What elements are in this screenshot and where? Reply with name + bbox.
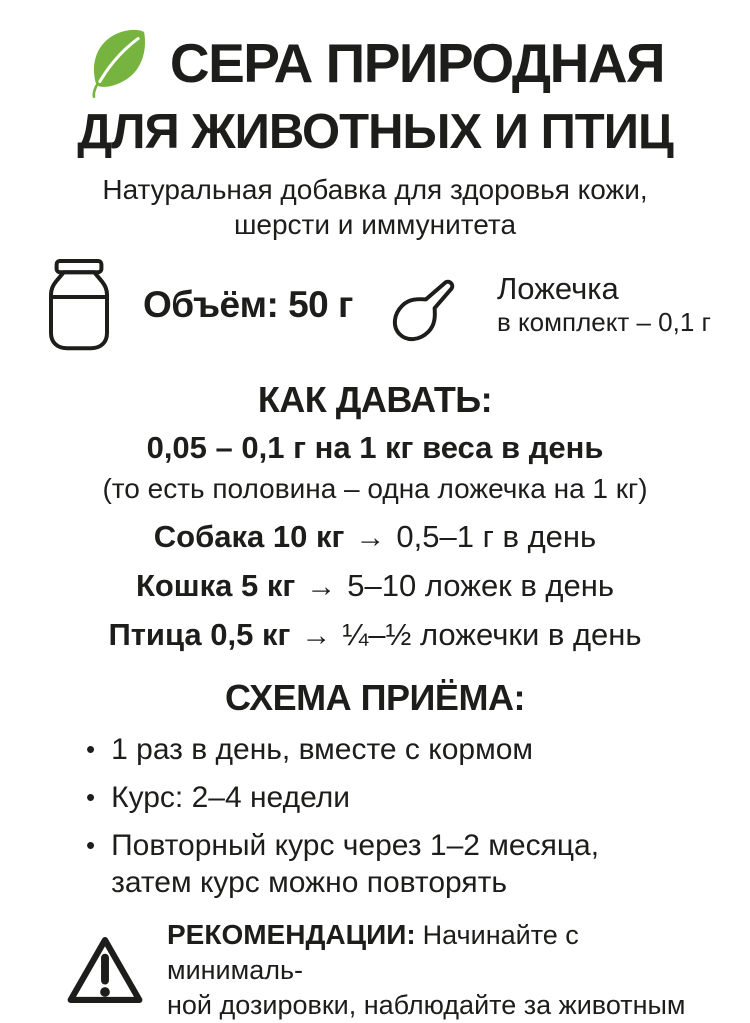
dose-value: ¼–½ ложечки в день — [342, 616, 642, 652]
dosage-rule: 0,05 – 0,1 г на 1 кг веса в день — [146, 429, 604, 465]
description — [102, 172, 647, 242]
spoon-icon — [385, 261, 473, 349]
list-item — [86, 779, 686, 816]
schedule-item-2: • Курс: 2–4 недели — [111, 780, 351, 814]
recommendations-line2: ной дозировки, наблюдайте за животным — [167, 989, 686, 1020]
animal-label: Собака 10 кг — [153, 518, 345, 554]
spoon-title: Ложечка — [496, 271, 619, 307]
list-item — [86, 731, 686, 768]
spoon-subtitle: в комплект – 0,1 г — [496, 307, 712, 338]
leaf-icon — [86, 24, 152, 102]
header — [86, 24, 664, 102]
animal-label: Птица 0,5 кг — [108, 616, 291, 652]
dosage-row-cat — [136, 568, 614, 604]
schedule-heading: СХЕМА ПРИЁМА: — [225, 676, 525, 718]
dosage-row-dog — [154, 519, 596, 555]
recommendations-text — [167, 917, 697, 1023]
recommendations-section — [61, 917, 697, 1023]
animal-label: Кошка 5 кг — [135, 567, 296, 603]
dosage-heading: КАК ДАВАТЬ: — [257, 378, 493, 420]
arrow-right-icon: → — [306, 569, 337, 603]
volume-label: Объём: 50 г — [142, 283, 353, 325]
jar-icon — [39, 257, 119, 353]
schedule-item-3: • Повторный курс через 1–2 месяца, затем курс можно повторять — [111, 828, 600, 899]
dosage-row-bird — [108, 617, 641, 653]
arrow-right-icon: → — [355, 520, 386, 554]
dose-value: 0,5–1 г в день — [396, 518, 597, 554]
description-line2: шерсти и иммунитета — [233, 208, 517, 240]
product-info-row — [39, 257, 711, 353]
page-title: СЕРА ПРИРОДНАЯ — [169, 31, 665, 94]
dosage-examples — [108, 519, 641, 653]
dose-value: 5–10 ложек в день — [347, 567, 615, 603]
list-item — [86, 827, 686, 901]
dosage-note: (то есть половина – одна ложечка на 1 кг) — [102, 472, 648, 504]
recommendations-line1: Начинайте с минималь- — [167, 919, 579, 985]
schedule-item-1: • 1 раз в день, вместе с кормом — [111, 732, 534, 766]
description-line1: Натуральная добавка для здоровья кожи, — [102, 173, 648, 205]
recommendations-label: РЕКОМЕНДАЦИИ: — [167, 918, 416, 950]
arrow-right-icon: → — [301, 618, 332, 652]
warning-icon — [61, 929, 149, 1011]
schedule-list — [86, 731, 686, 901]
page-subtitle-line: ДЛЯ ЖИВОТНЫХ И ПТИЦ — [77, 105, 673, 159]
spoon-info — [497, 271, 711, 338]
